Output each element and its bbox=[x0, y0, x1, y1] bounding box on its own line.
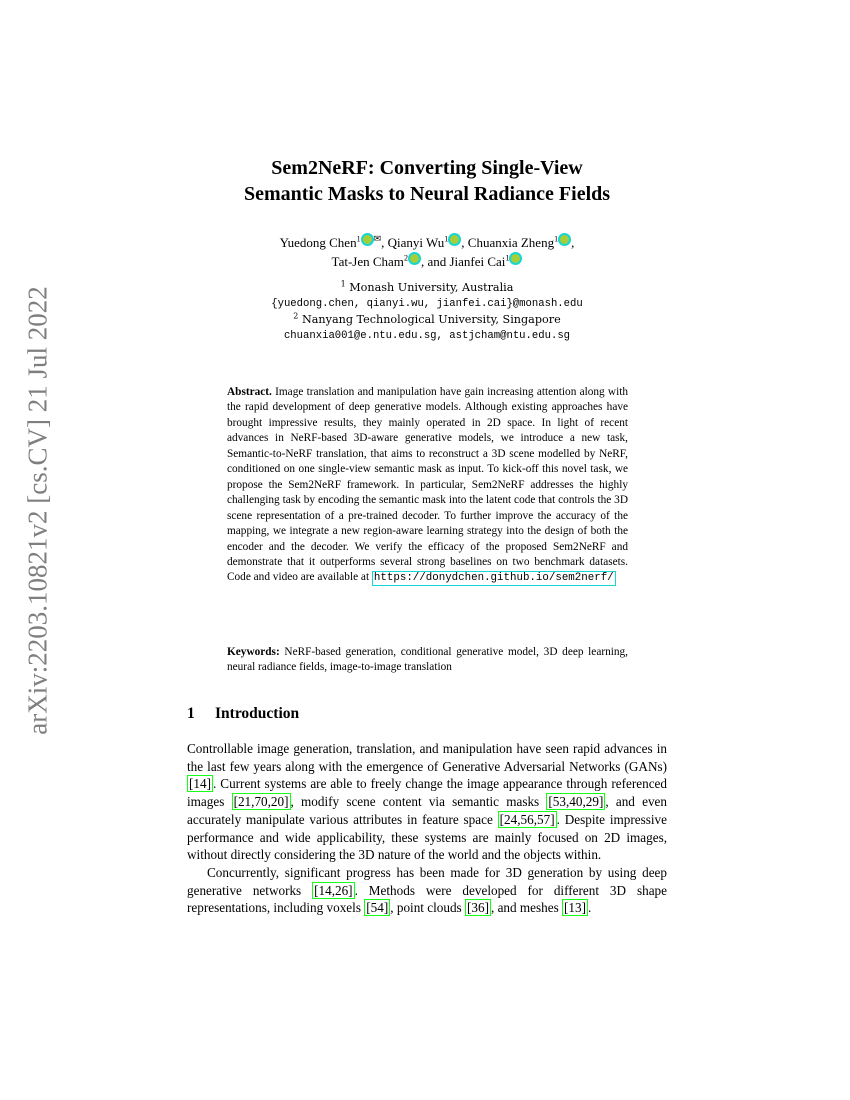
author-name[interactable]: Qianyi Wu bbox=[387, 235, 445, 250]
keywords-label: Keywords: bbox=[227, 646, 280, 658]
citation-link[interactable]: [14,26] bbox=[314, 882, 353, 898]
title-line-1: Sem2NeRF: Converting Single-View bbox=[271, 157, 583, 179]
affiliation-name: Monash University, Australia bbox=[349, 281, 514, 294]
author-list bbox=[187, 233, 667, 271]
affiliation-number: 2 bbox=[293, 311, 299, 321]
author-separator: , and bbox=[420, 254, 450, 269]
affiliation-marker: 1 bbox=[444, 234, 449, 244]
affiliation-marker: 2 bbox=[403, 253, 408, 263]
text-run: , point clouds bbox=[390, 900, 465, 916]
citation-link[interactable]: [14] bbox=[189, 776, 211, 792]
keywords-text: NeRF-based generation, conditional generative model, 3D deep learning, neural radiance fields, image-to-image translation bbox=[227, 646, 629, 674]
envelope-icon[interactable]: ✉ bbox=[373, 233, 382, 244]
author-name[interactable]: Jianfei Cai bbox=[449, 254, 506, 269]
arxiv-identifier-stamp bbox=[8, 285, 68, 735]
section-title: Introduction bbox=[215, 705, 300, 722]
affiliation-email: chuanxia001@e.ntu.edu.sg, astjcham@ntu.edu.sg bbox=[283, 330, 571, 342]
author-separator: , bbox=[381, 235, 388, 250]
author-line-2 bbox=[187, 252, 667, 271]
text-run: , and meshes bbox=[490, 900, 563, 916]
citation-link[interactable]: [54] bbox=[366, 900, 389, 916]
affiliation-email: {yuedong.chen, qianyi.wu, jianfei.cai}@monash.edu bbox=[271, 298, 583, 310]
project-link[interactable]: https://donydchen.github.io/sem2nerf/ bbox=[373, 572, 614, 585]
abstract-block bbox=[227, 385, 628, 586]
affiliation-name: Nanyang Technological University, Singapore bbox=[301, 313, 561, 326]
abstract-text: Image translation and manipulation have gain increasing attention along with the rapid development of deep generative models. Although existing approaches have brought impressive results, they mainly operated in 2D space. In light of recent advances in NeRF-based 3D-aware generative models, we introduce a new task, Semantic-to-NeRF translation, that aims to reconstruct a 3D scene modelled by NeRF, conditioned on one single-view semantic mask as input. To kick-off this novel task, we propose the Sem2NeRF framework. In particular, Sem2NeRF addresses the highly challenging task by encoding the semantic mask into the latent code that controls the 3D scene representation of a pre-trained decoder. To further improve the accuracy of the mapping, we integrate a new region-aware learning strategy into the design of both the encoder and the decoder. We verify the efficacy of the proposed Sem2NeRF and demonstrate that it outperforms several strong baselines on two benchmark datasets. Code and video are available at bbox=[227, 386, 628, 584]
paper-title bbox=[187, 155, 667, 207]
intro-paragraph-1 bbox=[187, 740, 667, 864]
citation-link[interactable]: [36] bbox=[466, 900, 489, 916]
keywords-block bbox=[227, 645, 628, 676]
author-separator: , bbox=[571, 235, 575, 250]
arxiv-stamp-text: arXiv:2203.10821v2 [cs.CV] 21 Jul 2022 bbox=[22, 285, 53, 735]
text-run: , and even accurately manipulate various attributes in feature space bbox=[187, 794, 668, 827]
citation-link[interactable]: [21,70,20] bbox=[233, 794, 289, 810]
orcid-icon[interactable] bbox=[510, 253, 521, 264]
text-run: . bbox=[588, 900, 592, 916]
text-run: . Methods were developed for different 3D shape representations, including voxels bbox=[187, 882, 667, 916]
text-run: Concurrently, significant progress has been made for 3D generation by using deep generative networks bbox=[187, 864, 667, 898]
affiliation-marker: 1 bbox=[505, 253, 510, 263]
citation-link[interactable]: [24,56,57] bbox=[499, 811, 555, 827]
orcid-icon[interactable] bbox=[449, 234, 460, 245]
section-heading bbox=[187, 705, 667, 723]
section-number: 1 bbox=[187, 705, 195, 722]
author-name[interactable]: Yuedong Chen bbox=[279, 235, 357, 250]
affiliation-block bbox=[187, 280, 667, 344]
text-run: , modify scene content via semantic masks bbox=[290, 794, 547, 810]
affiliation-number: 1 bbox=[340, 279, 346, 289]
affiliation-1 bbox=[187, 280, 667, 296]
author-line-1 bbox=[187, 233, 667, 252]
abstract-label: Abstract. bbox=[227, 386, 272, 398]
orcid-icon[interactable] bbox=[409, 253, 420, 264]
affiliation-2 bbox=[187, 312, 667, 328]
title-line-2: Semantic Masks to Neural Radiance Fields bbox=[243, 183, 611, 205]
author-name[interactable]: Tat-Jen Cham bbox=[331, 254, 404, 269]
author-name[interactable]: Chuanxia Zheng bbox=[467, 235, 555, 250]
text-run: . Despite impressive performance and wide applicability, these systems are mainly focused on 2D images, without directly considering the 3D nature of the world and the objects within. bbox=[187, 811, 667, 863]
orcid-icon[interactable] bbox=[559, 234, 570, 245]
affiliation-marker: 1 bbox=[356, 234, 361, 244]
introduction-body bbox=[187, 740, 667, 917]
citation-link[interactable]: [13] bbox=[564, 900, 587, 916]
text-run: Controllable image generation, translation, and manipulation have seen rapid advances in the last few years along with the emergence of Generative Adversarial Networks (GANs) bbox=[187, 741, 667, 774]
citation-link[interactable]: [53,40,29] bbox=[548, 794, 604, 810]
text-run: . Current systems are able to freely change the image appearance through referenced images bbox=[187, 776, 667, 810]
author-separator: , bbox=[461, 235, 468, 250]
intro-paragraph-2 bbox=[187, 864, 667, 917]
affiliation-marker: 1 bbox=[554, 234, 559, 244]
orcid-icon[interactable] bbox=[362, 234, 373, 245]
